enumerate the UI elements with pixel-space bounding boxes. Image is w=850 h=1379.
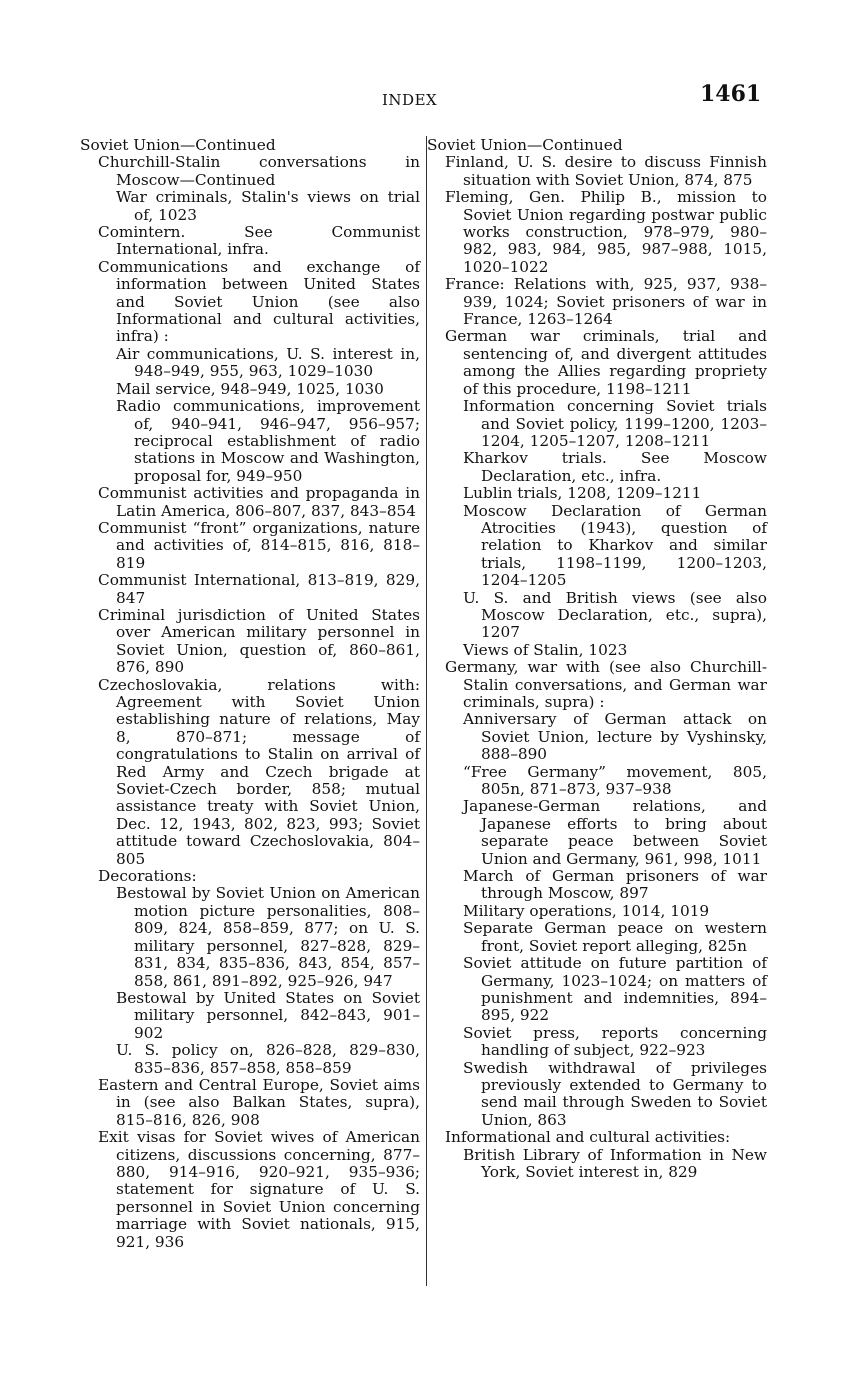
index-entry: U. S. and British views (see also Moscow Declaration, etc., supra), 1207 xyxy=(463,588,767,642)
index-entry: March of German prisoners of war through Moscow, 897 xyxy=(463,867,767,903)
index-entry: France: Relations with, 925, 937, 938–939, 1024; Soviet prisoners of war in France, 1263–1264 xyxy=(445,275,767,329)
index-entry: “Free Germany” movement, 805, 805n, 871–873, 937–938 xyxy=(463,762,767,799)
index-entry: Bestowal by Soviet Union on American motion picture personalities, 808–809, 824, 858–859, 877; on U. S. military personnel, 827–828, 829–831, 834, 835–836, 843, 854, 857–858, 861, 891–892, 925–926, 947 xyxy=(116,884,420,990)
index-entry: War criminals, Stalin's views on trial of, 1023 xyxy=(116,188,420,224)
index-entry: Soviet attitude on future partition of Germany, 1023–1024; on matters of punishment and indemnities, 894–895, 922 xyxy=(463,954,767,1025)
index-entry: Germany, war with (see also Churchill-Stalin conversations, and German war criminals, supra) : xyxy=(445,658,767,711)
left-column xyxy=(80,137,420,1251)
index-entry: Lublin trials, 1208, 1209–1211 xyxy=(463,484,702,503)
index-entry: Moscow Declaration of German Atrocities (1943), question of relation to Kharkov and similar trials, 1198–1199, 1200–1203, 1204–1205 xyxy=(463,501,767,590)
index-entry: British Library of Information in New York, Soviet interest in, 829 xyxy=(463,1145,767,1181)
index-entry: Communications and exchange of information between United States and Soviet Union (see also Informational and cultural activities, infra) : xyxy=(98,257,420,346)
index-entry: Soviet Union—Continued xyxy=(427,136,623,154)
index-entry: Communist “front” organizations, nature and activities of, 814–815, 816, 818–819 xyxy=(98,518,420,572)
index-entry: Soviet press, reports concerning handling of subject, 922–923 xyxy=(463,1023,767,1060)
index-entry: Views of Stalin, 1023 xyxy=(463,640,628,659)
index-entry: Air communications, U. S. interest in, 948–949, 955, 963, 1029–1030 xyxy=(116,344,420,381)
index-entry: Criminal jurisdiction of United States over American military personnel in Soviet Union, question of, 860–861, 876, 890 xyxy=(98,605,420,677)
page-number: 1461 xyxy=(700,81,762,107)
index-entry: Swedish withdrawal of privileges previously extended to Germany to send mail through Sweden to Soviet Union, 863 xyxy=(463,1058,767,1129)
index-entry: Information concerning Soviet trials and Soviet policy, 1199–1200, 1203–1204, 1205–1207, 1208–1211 xyxy=(463,397,767,450)
index-entry: Fleming, Gen. Philip B., mission to Soviet Union regarding postwar public works construction, 978–979, 980–982, 983, 984, 985, 987–988, 1015, 1020–1022 xyxy=(445,188,767,276)
index-entry: Finland, U. S. desire to discuss Finnish situation with Soviet Union, 874, 875 xyxy=(445,153,767,189)
index-entry: Communist activities and propaganda in Latin America, 806–807, 837, 843–854 xyxy=(98,484,420,520)
index-entry: Radio communications, improvement of, 940–941, 946–947, 956–957; reciprocal establishment of radio stations in Moscow and Washington, proposal for, 949–950 xyxy=(116,397,420,485)
right-column xyxy=(427,137,767,1181)
index-entry: Japanese-German relations, and Japanese efforts to bring about separate peace between Soviet Union and Germany, 961, 998, 1011 xyxy=(463,797,767,868)
index-entry: Informational and cultural activities: xyxy=(445,1128,731,1147)
index-entry: Anniversary of German attack on Soviet Union, lecture by Vyshinsky, 888–890 xyxy=(463,710,767,764)
index-entry: Soviet Union—Continued xyxy=(80,136,276,154)
index-entry: Separate German peace on western front, Soviet report alleging, 825n xyxy=(463,919,767,955)
index-entry: Eastern and Central Europe, Soviet aims in (see also Balkan States, supra), 815–816, 826, 908 xyxy=(98,1075,420,1129)
index-entry: Comintern. See Communist International, infra. xyxy=(98,223,420,259)
index-entry: Military operations, 1014, 1019 xyxy=(463,901,710,920)
running-title: INDEX xyxy=(382,91,438,109)
index-entry: Communist International, 813–819, 829, 847 xyxy=(98,571,420,607)
index-entry: Churchill-Stalin conversations in Moscow—Continued xyxy=(98,153,420,189)
index-entry: Decorations: xyxy=(98,867,197,886)
page-header xyxy=(0,81,850,126)
index-entry: Mail service, 948–949, 1025, 1030 xyxy=(116,379,384,398)
index-entry: Czechoslovakia, relations with: Agreement with Soviet Union establishing nature of relations, May 8, 870–871; message of congratulations to Stalin on arrival of Red Army and Czech brigade at Soviet-Czech border, 858; mutual assistance treaty with Soviet Union, Dec. 12, 1943, 802, 823, 993; Soviet attitude toward Czechoslovakia, 804–805 xyxy=(98,675,420,868)
index-entry: German war criminals, trial and sentencing of, and divergent attitudes among the Allies regarding propriety of this procedure, 1198–1211 xyxy=(445,327,767,398)
index-entry: Kharkov trials. See Moscow Declaration, etc., infra. xyxy=(463,449,767,485)
index-entry: Bestowal by United States on Soviet military personnel, 842–843, 901–902 xyxy=(116,988,420,1042)
index-entry: U. S. policy on, 826–828, 829–830, 835–836, 857–858, 858–859 xyxy=(116,1041,420,1077)
index-entry: Exit visas for Soviet wives of American citizens, discussions concerning, 877–880, 914–916, 920–921, 935–936; statement for signature of U. S. personnel in Soviet Union concerning marriage with Soviet nationals, 915, 921, 936 xyxy=(98,1128,420,1251)
